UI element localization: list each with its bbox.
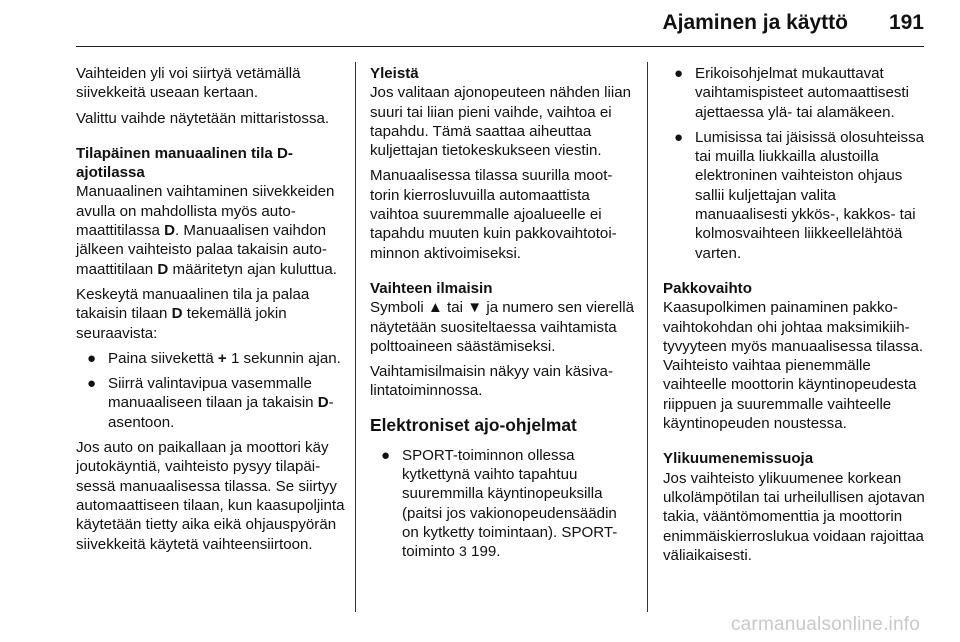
list-item: ● SPORT-toiminnon ollessa kytkettynä vaihto tapahtuu suuremmilla käyntinopeuksilla (paitsi jos vakionopeudensäädin on kytketty toimintaan). SPORT-toiminto 3 199.: [381, 446, 618, 561]
section-heading: Yleistä: [370, 65, 419, 82]
section-heading: Tilapäinen manuaalinen tila D-ajotilassa: [76, 144, 293, 182]
paragraph: Jos auto on paikallaan ja moottori käy joutokäyntiä, vaihteisto pysyy tilapäisessä manuaalisessa tilassa. Se siirtyy automaattiseen tilaan, kun kaasupoljinta käytetään tietty aika eikä ohjauspyörän siivekkeitä käytetä vaihteensiirtoon.: [76, 439, 345, 553]
column-3: [663, 64, 925, 571]
section-heading: Ylikuumenemissuoja: [663, 450, 814, 468]
bullet-icon: ●: [381, 446, 391, 464]
paragraph: Jos valitaan ajonopeuteen nähden liian suuri tai liian pieni vaihde, vaihtoa ei tapahdu. Tämä saattaa aiheuttaa kuljettajan tietokeskukseen viestin.: [370, 84, 631, 160]
bullet-icon: ●: [674, 128, 684, 146]
header-rule: [76, 46, 924, 47]
bullet-icon: ●: [674, 65, 684, 82]
paragraph: Valittu vaihde näytetään mittaristossa.: [76, 109, 330, 127]
paragraph: Symboli ▲ tai ▼ ja numero sen vierellä näytetään suositeltaessa vaihtamista polttoaineen säästämiseksi.: [370, 299, 634, 355]
section-heading: Vaihteen ilmaisin: [370, 279, 493, 297]
bullet-list: [663, 64, 925, 263]
paragraph: Manuaalisessa tilassa suurilla moottorin kierrosluvuilla automaattista vaihtoa suuremmalle ajoalueelle ei tapahdu muuten kuin pakkovaihtotoiminnon aktivoimiseksi.: [370, 167, 617, 262]
paragraph: Vaihtamisilmaisin näkyy vain käsivalintatoiminnossa.: [370, 363, 613, 400]
page-title: Ajaminen ja käyttö: [662, 11, 848, 34]
paragraph: Manuaalinen vaihtaminen siivekkeiden avulla on mahdollista myös automaattitilassa D. Manuaalisen vaihdon jälkeen vaihteisto palaa takaisin automaattitilaan D määritetyn ajan kuluttua.: [76, 183, 337, 278]
paragraph: Keskeytä manuaalinen tila ja palaa takaisin tilaan D tekemällä jokin seuraavista:: [76, 285, 310, 342]
list-item: ● Siirrä valintavipua vasemmalle manuaaliseen tilaan ja takaisin D-asentoon.: [87, 375, 334, 431]
column-divider-2: [647, 62, 648, 612]
bullet-icon: ●: [87, 375, 97, 393]
paragraph: Vaihteiden yli voi siirtyä vetämällä siivekkeitä useaan kertaan.: [76, 65, 301, 102]
bullet-icon: ●: [87, 349, 97, 367]
bullet-list: [370, 446, 635, 562]
paragraph: Kaasupolkimen painaminen pakkovaihtokohdan ohi johtaa maksimikiihtyvyyteen myös manuaalisessa tilassa. Vaihteisto vaihtaa pienemmälle vaihteelle moottorin käyntinopeudesta riippuen ja suuremmalle vaihteelle käyntinopeuden noustessa.: [663, 299, 924, 433]
section-heading: Pakkovaihto: [663, 279, 752, 297]
list-item: ● Lumisissa tai jäisissä olosuhteissa tai muilla liukkailla alustoilla elektroninen vaihteiston ohjaus sallii kuljettajan valita manuaalisesti ykkös-, kakkos- tai kolmosvaihteen liikkeellelähtöä varten.: [674, 128, 925, 262]
watermark: carmanualsonline.info: [730, 614, 920, 635]
arrow-down-icon: ▼: [467, 299, 483, 317]
column-2: [370, 64, 635, 568]
list-item: ● Erikoisohjelmat mukauttavat vaihtamispisteet automaattisesti ajettaessa ylä- tai alamäkeen.: [674, 65, 909, 121]
page-header: [0, 0, 960, 44]
column-1: [76, 64, 348, 560]
section-heading: Elektroniset ajo-ohjelmat: [370, 414, 577, 435]
page-reference-icon: 3: [459, 543, 467, 560]
list-item: ● Paina siivekettä + 1 sekunnin ajan.: [87, 349, 341, 367]
arrow-up-icon: ▲: [427, 299, 443, 317]
column-divider-1: [355, 62, 356, 612]
page-number: 191: [888, 11, 924, 34]
bullet-list: [76, 349, 348, 432]
paragraph: Jos vaihteisto ylikuumenee korkean ulkolämpötilan tai urheilullisen ajotavan takia, vääntömomenttia ja moottorin enimmäiskierroslukua voidaan rajoittaa väliaikaisesti.: [663, 469, 925, 564]
page-reference-link[interactable]: 199.: [471, 543, 501, 561]
